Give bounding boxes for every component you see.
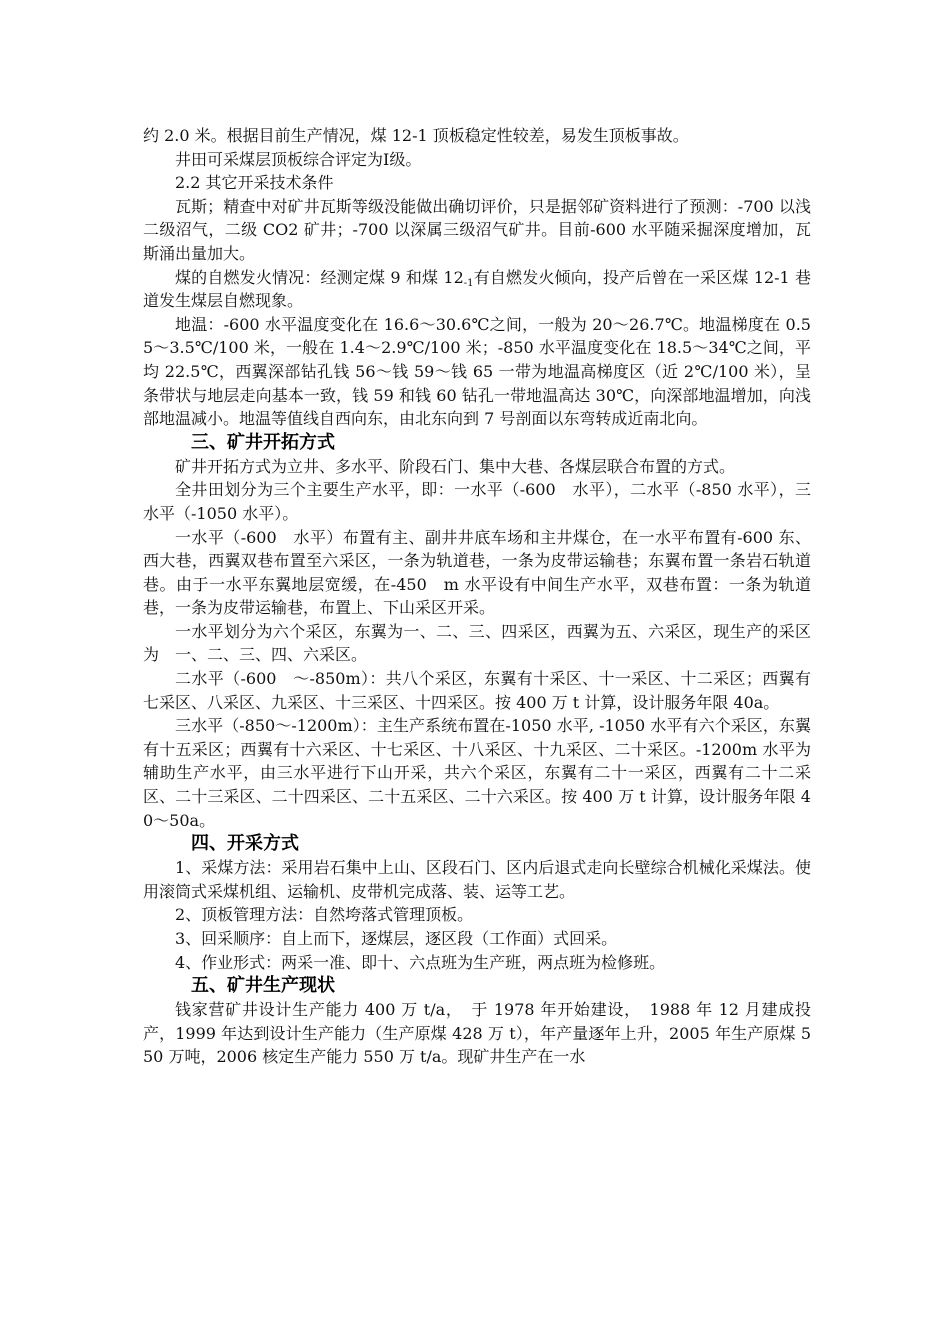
- paragraph: 井田可采煤层顶板综合评定为Ⅰ级。: [175, 149, 422, 169]
- paragraph: 二水平（-600 ～-850m）：共八个采区，东翼有十采区、十一采区、十二采区；西翼有七采区、八采区、九采区、十三采区、十四采区。按 400 万 t 计算，设计服务年限 40a。: [143, 669, 811, 712]
- paragraph: 瓦斯；精查中对矿井瓦斯等级没能做出确切评价，只是据邻矿资料进行了预测：-700 以浅二级沼气，二级 CO2 矿井；-700 以深属三级沼气矿井。目前-600 水平随采掘深度增加，瓦斯涌出量加大。: [143, 196, 811, 263]
- paragraph: 矿井开拓方式为立井、多水平、阶段石门、集中大巷、各煤层联合布置的方式。: [175, 456, 736, 476]
- paragraph-text: 有自燃发火倾向，投产后曾在一采区煤 12-1 巷道发生煤层自燃现象。: [143, 267, 811, 311]
- paragraph: 2、顶板管理方法：自然垮落式管理顶板。: [175, 905, 474, 925]
- section-heading: 三、矿井开拓方式: [191, 431, 335, 453]
- paragraph: 一水平划分为六个采区，东翼为一、二、三、四采区，西翼为五、六采区，现生产的采区为 一、二、三、四、六采区。: [143, 621, 811, 665]
- paragraph: 约 2.0 米。根据目前生产情况，煤 12-1 顶板稳定性较差，易发生顶板事故。: [143, 126, 689, 145]
- paragraph-text: 煤的自燃发火情况：经测定煤 9 和煤 12: [175, 267, 464, 287]
- document-body: [143, 124, 811, 1069]
- paragraph: 1、采煤方法：采用岩石集中上山、区段石门、区内后退式走向长壁综合机械化采煤法。使用滚筒式采煤机组、运输机、皮带机完成落、装、运等工艺。: [143, 858, 811, 901]
- paragraph: 一水平（-600 水平）布置有主、副井井底车场和主井煤仓，在一水平布置有-600 东、西大巷，西翼双巷布置至六采区，一条为轨道巷，一条为皮带运输巷；东翼布置一条岩石轨道巷。由于一水平东翼地层宽缓，在-450 m 水平设有中间生产水平，双巷布置：一条为轨道巷，一条为皮带运输巷，布置上、下山采区开采。: [143, 527, 811, 618]
- section-heading: 四、开采方式: [191, 833, 299, 855]
- paragraph: 4、作业形式：两采一准、即十、六点班为生产班，两点班为检修班。: [175, 952, 666, 972]
- paragraph: 钱家营矿井设计生产能力 400 万 t/a， 于 1978 年开始建设， 1988 年 12 月建成投产，1999 年达到设计生产能力（生产原煤 428 万 t），年产量逐年上升，2005 年生产原煤 550 万吨，2006 核定生产能力 550 万 t/a。现矿井生产在一水: [143, 1000, 811, 1067]
- paragraph: 地温：-600 水平温度变化在 16.6～30.6℃之间，一般为 20～26.7℃。地温梯度在 0.55～3.5℃/100 米，一般在 1.4～2.9℃/100 米；-850 水平温度变化在 18.5～34℃之间，平均 22.5℃，西翼深部钻孔钱 56～钱 59～钱 65 一带为地温高梯度区（近 2℃/100 米），呈条带状与地层走向基本一致，钱 59 和钱 60 钻孔一带地温高达 30℃，向深部地温增加，向浅部地温减小。地温等值线自西向东，由北东向到 7 号剖面以东弯转成近南北向。: [143, 314, 811, 429]
- paragraph: [143, 266, 811, 313]
- paragraph: 全井田划分为三个主要生产水平，即：一水平（-600 水平），二水平（-850 水平），三水平（-1050 水平）。: [143, 480, 811, 523]
- paragraph: 三水平（-850～-1200m）：主生产系统布置在-1050 水平, -1050 水平有六个采区，东翼有十五采区；西翼有十六采区、十七采区、十八采区、十九采区、二十采区。-1200m 水平为辅助生产水平，由三水平进行下山开采，共六个采区，东翼有二十一采区，西翼有二十二采区、二十三采区、二十四采区、二十五采区、二十六采区。按 400 万 t 计算，设计服务年限 40～50a。: [143, 716, 811, 830]
- subsection-title: 2.2 其它开采技术条件: [175, 173, 334, 193]
- paragraph: 3、回采顺序：自上而下，逐煤层，逐区段（工作面）式回采。: [175, 929, 618, 948]
- section-heading: 五、矿井生产现状: [191, 975, 335, 997]
- subscript: -1: [463, 277, 474, 289]
